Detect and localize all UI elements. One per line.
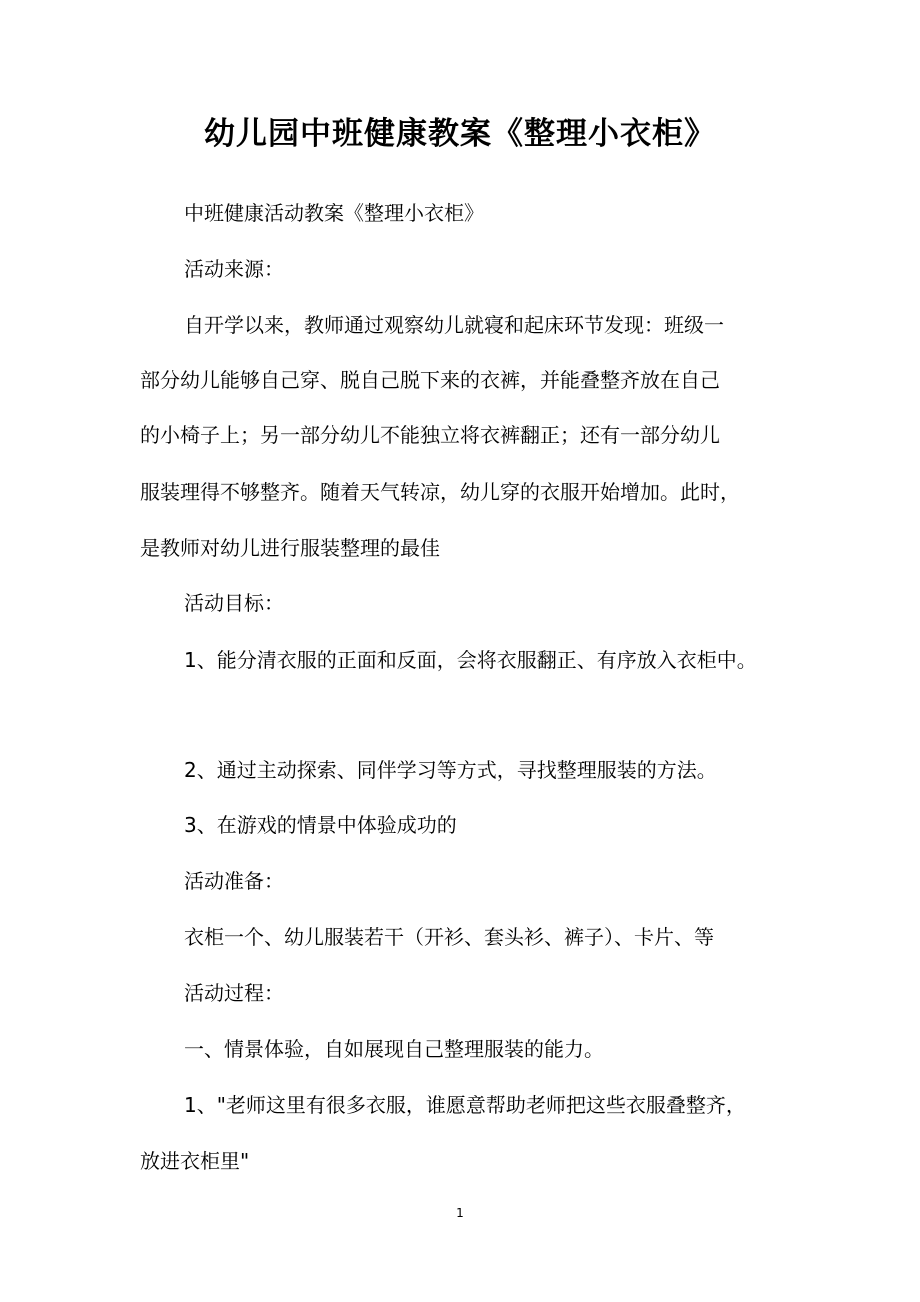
paragraph-line: 活动准备：: [184, 869, 284, 893]
paragraph-line: 中班健康活动教案《整理小衣柜》: [184, 201, 484, 225]
paragraph-line: 服装理得不够整齐。随着天气转凉，幼儿穿的衣服开始增加。此时，: [140, 480, 740, 504]
paragraph-line: 一、情景体验，自如展现自己整理服装的能力。: [184, 1037, 604, 1061]
document-title: 幼儿园中班健康教案《整理小衣柜》: [204, 116, 716, 152]
paragraph-line: 部分幼儿能够自己穿、脱自己脱下来的衣裤，并能叠整齐放在自己: [140, 368, 720, 392]
paragraph-line: 自开学以来，教师通过观察幼儿就寝和起床环节发现：班级一: [184, 313, 724, 337]
paragraph-line: 3、在游戏的情景中体验成功的: [184, 813, 457, 837]
page-number: 1: [456, 1206, 464, 1220]
paragraph-line: 衣柜一个、幼儿服装若干（开衫、套头衫、裤子）、卡片、等: [184, 925, 714, 949]
paragraph-line: 活动目标：: [184, 591, 284, 615]
paragraph-line: 2、通过主动探索、同伴学习等方式，寻找整理服装的方法。: [184, 758, 717, 782]
paragraph-line: 是教师对幼儿进行服装整理的最佳: [140, 536, 440, 560]
paragraph-line: 的小椅子上；另一部分幼儿不能独立将衣裤翻正；还有一部分幼儿: [140, 423, 720, 447]
paragraph-line: 1、能分清衣服的正面和反面，会将衣服翻正、有序放入衣柜中。: [184, 648, 757, 672]
paragraph-line: 放进衣柜里": [140, 1149, 250, 1173]
paragraph-line: 1、"老师这里有很多衣服，谁愿意帮助老师把这些衣服叠整齐，: [184, 1093, 746, 1117]
paragraph-line: 活动来源：: [184, 257, 284, 281]
paragraph-line: 活动过程：: [184, 981, 284, 1005]
